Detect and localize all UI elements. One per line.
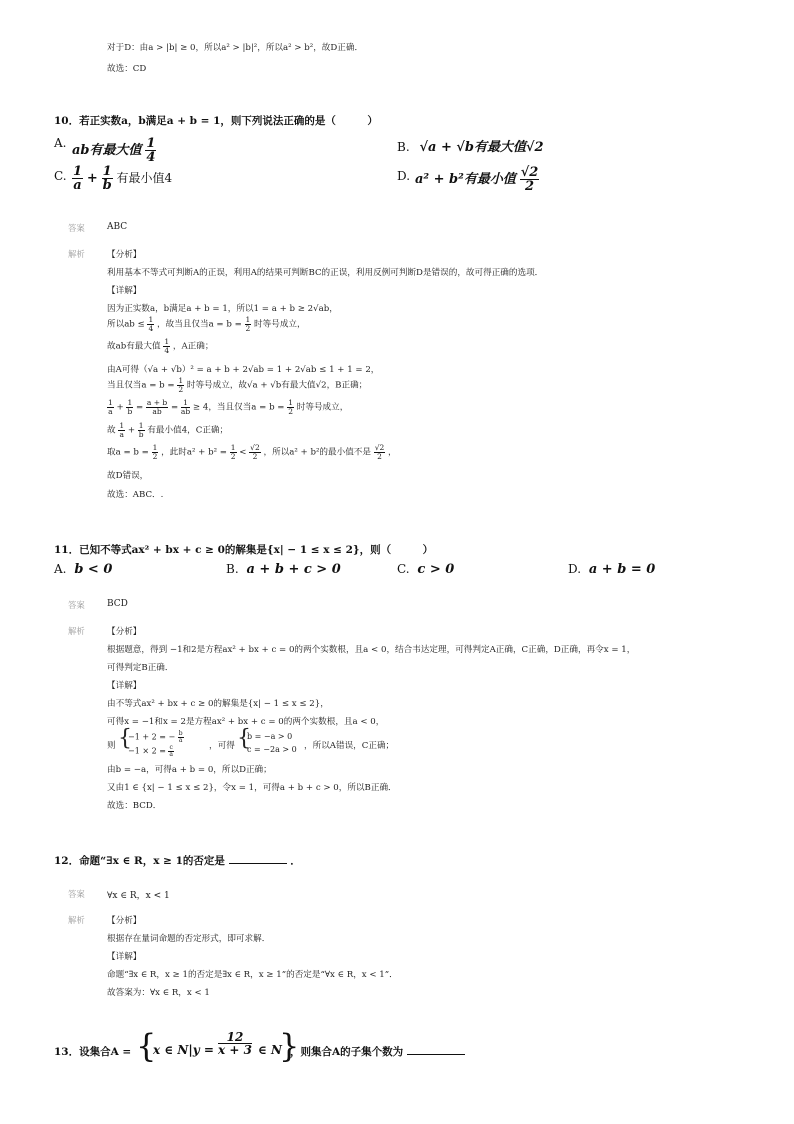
q10-line-6 — [107, 399, 348, 415]
q11-option-a — [54, 562, 112, 577]
system-row-2 — [128, 745, 174, 758]
option-letter: A. — [54, 136, 67, 150]
q11-option-c — [397, 562, 454, 577]
frac-den: 2 — [178, 384, 184, 394]
q12-line-1: 命题“∃x ∈ R，x ≥ 1的否定是∃x ∈ R，x ≥ 1”的否定是“∀x ∈ R，x < 1”． — [107, 970, 398, 980]
text: 当且仅当a = b = — [107, 380, 175, 391]
q12-stem — [54, 853, 301, 868]
frac-den: 2 — [524, 179, 534, 194]
text: ． — [290, 855, 301, 867]
frac-num: 1 — [108, 398, 113, 407]
q10-analysis-label: 解析 — [68, 249, 85, 259]
q10-option-b — [397, 136, 544, 155]
q10-option-a — [54, 136, 66, 150]
text: ≥ 4，当且仅当a = b = — [192, 402, 285, 413]
q12-xiangjie-label: 【详解】 — [107, 952, 142, 962]
frac-den: a — [119, 429, 124, 439]
frac-num: 12 — [218, 1031, 252, 1044]
q11-line-2: 可得x = −1和x = 2是方程ax² + bx + c = 0的两个实数根，且a < 0， — [107, 717, 385, 727]
option-text: 有最小值4 — [116, 171, 173, 185]
frac-den: ab — [152, 406, 162, 416]
frac-num: a + b — [146, 398, 168, 407]
q12-fenxi: 根据存在量词命题的否定形式，即可求解． — [107, 934, 271, 944]
frac-den: x + 3 — [218, 1043, 252, 1057]
text: ，所以a² + b²的最小值不是 — [263, 447, 371, 458]
q10-line-9: 故D错误， — [107, 471, 149, 481]
text: ，所以A错误，C正确； — [304, 741, 395, 751]
q11-fenxi-1: 根据题意，得到 −1和2是方程ax² + bx + c = 0的两个实数根，且a < 0，结合韦达定理，可得判定A正确，C正确，D正确，再令x = 1， — [107, 645, 636, 655]
text: < — [239, 447, 247, 458]
frac-num: 1 — [178, 376, 184, 385]
q11-option-d — [568, 562, 655, 577]
q10-answer-label: 答案 — [68, 223, 85, 233]
q13-set-frac — [218, 1031, 252, 1056]
right-brace-icon: } — [279, 1027, 300, 1065]
q12-line-2: 故答案为：∀x ∈ R，x < 1 — [107, 988, 210, 998]
frac-num: 1 — [73, 164, 83, 179]
q11-stem: 11．已知不等式ax² + bx + c ≥ 0的解集是{x| − 1 ≤ x ≤ 2}，则（ ） — [54, 544, 434, 556]
text: 时等号成立， — [254, 319, 306, 330]
q11-fenxi-2: 可得判定B正确． — [107, 663, 174, 673]
frac-num: 1 — [138, 421, 144, 430]
text: ，A正确； — [172, 341, 214, 352]
frac-den: a — [108, 406, 113, 416]
q10-line-7 — [107, 422, 228, 438]
prev-line-1: 对于D：由a > |b| ≥ 0，所以a² > |b|²，所以a² > b²，故D正确． — [107, 43, 364, 53]
brace-icon: { — [118, 726, 132, 751]
frac-den: ab — [180, 406, 191, 416]
q10-line-8 — [107, 444, 397, 460]
frac-den: a — [73, 178, 82, 193]
q12-answer-label: 答案 — [68, 889, 85, 899]
frac-num: 1 — [146, 136, 156, 151]
system-row-3: b = −a > 0 — [247, 732, 293, 741]
system-row-4: c = −2a > 0 — [247, 745, 297, 754]
option-letter: D. — [397, 169, 411, 183]
frac-den: 4 — [148, 323, 154, 333]
frac-den: 2 — [152, 451, 158, 461]
frac-num: 1 — [164, 337, 170, 346]
q11-analysis-label: 解析 — [68, 626, 85, 636]
frac-num: 1 — [245, 315, 251, 324]
q12-analysis-label: 解析 — [68, 915, 85, 925]
q12-fenxi-label: 【分析】 — [107, 916, 142, 926]
left-brace-icon: { — [136, 1027, 157, 1065]
text: = — [135, 402, 144, 413]
frac-num: 1 — [102, 164, 112, 179]
frac-den: 2 — [377, 451, 382, 461]
q13-set-b: ∈ N — [258, 1043, 283, 1057]
frac-den: 2 — [245, 323, 251, 333]
frac-num: 1 — [288, 398, 294, 407]
q11-answer-label: 答案 — [68, 600, 85, 610]
frac-den: 4 — [164, 345, 170, 355]
option-text: b < 0 — [74, 562, 113, 577]
q10-option-c — [54, 169, 67, 183]
option-letter: A. — [54, 562, 67, 576]
frac-num: 1 — [181, 399, 190, 408]
q10-option-c-content — [72, 165, 172, 192]
frac-num: 1 — [152, 443, 158, 452]
text: ，此时a² + b² = — [161, 447, 227, 458]
q13-stem-a: 13．设集合A = — [54, 1046, 132, 1058]
frac-num: 1 — [127, 398, 133, 407]
option-text: ab有最大值 — [72, 143, 142, 158]
frac-num: c — [169, 744, 173, 751]
text: −1 + 2 = − — [128, 732, 176, 742]
text: 故ab有最大值 — [107, 341, 161, 352]
frac-den: 2 — [288, 406, 294, 416]
answer-blank[interactable] — [229, 855, 287, 864]
q10-line-1: 因为正实数a，b满足a + b = 1，所以1 = a + b ≥ 2√ab， — [107, 304, 338, 314]
option-letter: B. — [397, 140, 410, 154]
frac-num: 1 — [119, 421, 125, 430]
q10-option-d-content — [415, 166, 539, 193]
option-letter: B. — [226, 562, 239, 576]
q11-xiangjie-label: 【详解】 — [107, 681, 142, 691]
q10-xiangjie-label: 【详解】 — [107, 286, 142, 296]
q10-option-d — [397, 169, 410, 183]
text: 取a = b = — [107, 447, 149, 458]
text: 有最小值4，C正确； — [147, 425, 229, 436]
q10-fenxi: 利用基本不等式可判断A的正误，利用A的结果可判断BC的正误，利用反例可判断D是错误的，故可得正确的选项． — [107, 268, 544, 278]
plus: + — [86, 171, 98, 186]
option-letter: C. — [397, 562, 410, 576]
text: 时等号成立，故√a + √b有最大值√2，B正确； — [186, 380, 368, 391]
text: ，可得 — [209, 741, 235, 751]
frac-den: 4 — [146, 150, 156, 165]
brace-icon: { — [237, 726, 251, 751]
frac-num: 1 — [148, 315, 154, 324]
text: = — [170, 402, 179, 413]
option-text: c > 0 — [417, 562, 455, 577]
q10-line-2 — [107, 316, 306, 332]
frac-den: b — [102, 178, 112, 193]
option-text: √a + √b有最大值√2 — [419, 140, 544, 155]
frac-den: 2 — [230, 451, 236, 461]
frac-den: 2 — [252, 451, 258, 461]
option-text: a + b = 0 — [588, 562, 656, 577]
q11-line-4: 由b = −a，可得a + b = 0，所以D正确； — [107, 765, 272, 775]
q10-line-4: 由A可得（√a + √b）² = a + b + 2√ab = 1 + 2√ab ≤ 1 + 1 = 2， — [107, 365, 380, 375]
text: + — [116, 402, 124, 413]
q10-stem: 10．若正实数a，b满足a + b = 1，则下列说法正确的是（ ） — [54, 115, 378, 127]
q11-line-1: 由不等式ax² + bx + c ≥ 0的解集是{x| − 1 ≤ x ≤ 2}， — [107, 699, 329, 709]
q11-line-5: 又由1 ∈ {x| − 1 ≤ x ≤ 2}，令x = 1，可得a + b + c > 0，所以B正确． — [107, 783, 397, 793]
text: + — [127, 425, 136, 436]
option-letter: D. — [568, 562, 582, 576]
text: ，故当且仅当a = b = — [157, 319, 242, 330]
system-row-1 — [128, 731, 184, 744]
q13-set-a: x ∈ N|y = — [153, 1043, 214, 1057]
prev-line-2: 故选：CD — [107, 64, 147, 74]
q10-fenxi-label: 【分析】 — [107, 250, 142, 260]
text: 所以ab ≤ — [107, 319, 145, 330]
q10-option-a-content — [72, 137, 156, 164]
frac-num: √2 — [520, 165, 539, 180]
frac-den: b — [138, 429, 144, 439]
q13-stem-b — [290, 1044, 465, 1059]
frac-num: √2 — [374, 443, 385, 452]
text: ， — [388, 447, 397, 458]
q12-answer: ∀x ∈ R，x < 1 — [107, 891, 170, 901]
text: 12．命题“∃x ∈ R，x ≥ 1的否定是 — [54, 855, 225, 867]
q10-line-5 — [107, 377, 367, 393]
frac-den: a — [169, 751, 173, 758]
option-text: a² + b²有最小值 — [415, 172, 516, 187]
text: 则 — [107, 741, 116, 751]
q10-answer: ABC — [107, 222, 128, 232]
text: 时等号成立， — [296, 402, 349, 413]
frac-num: b — [178, 730, 183, 737]
q10-line-10: 故选：ABC．. — [107, 490, 164, 500]
q10-line-3 — [107, 338, 213, 354]
text: ，则集合A的子集个数为 — [290, 1046, 404, 1058]
frac-den: b — [127, 406, 133, 416]
frac-num: 1 — [230, 443, 236, 452]
text: −1 × 2 = — [128, 746, 166, 756]
q11-line-6: 故选：BCD． — [107, 801, 162, 811]
frac-num: √2 — [250, 443, 260, 452]
frac-den: a — [178, 737, 183, 744]
q11-option-b — [226, 562, 341, 577]
q11-answer: BCD — [107, 599, 128, 609]
option-text: a + b + c > 0 — [246, 562, 341, 577]
q11-fenxi-label: 【分析】 — [107, 627, 142, 637]
answer-blank[interactable] — [407, 1046, 465, 1055]
option-letter: C. — [54, 169, 67, 183]
text: 故 — [107, 425, 116, 436]
